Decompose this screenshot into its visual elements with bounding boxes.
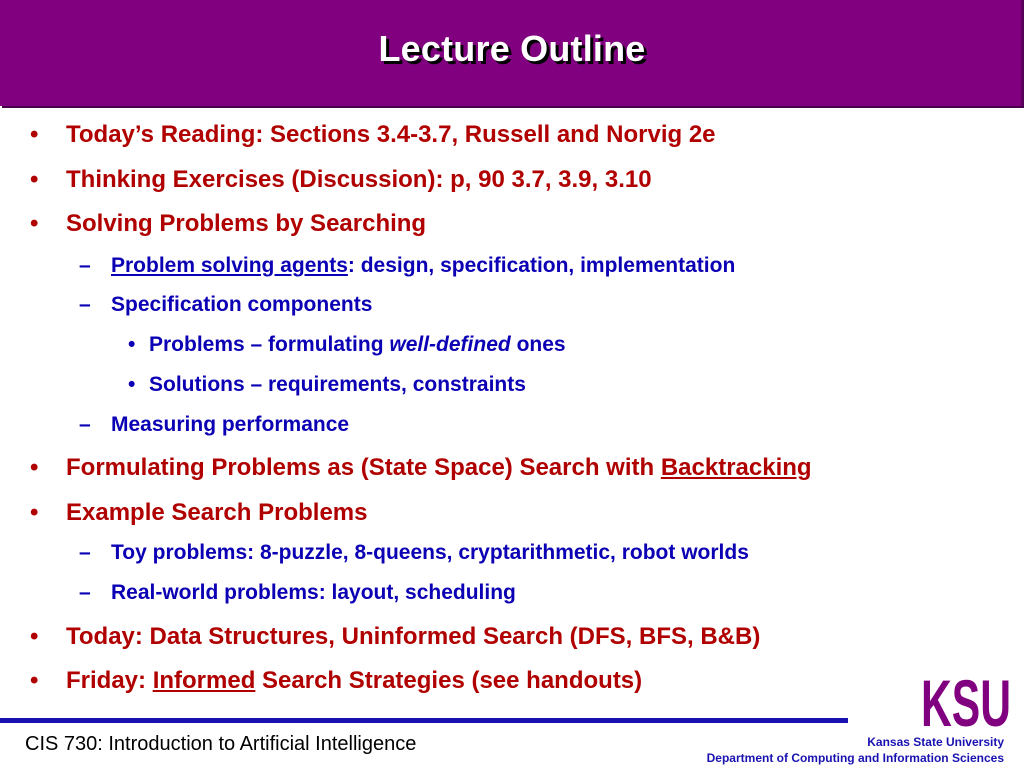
outline-subitem-specification (79, 293, 373, 317)
outline-item-friday (30, 667, 643, 695)
outline-item-today (30, 623, 761, 651)
outline-item-formulating (30, 454, 812, 482)
outline-subitem-text: Specification components (111, 293, 373, 316)
university-name: Kansas State University (867, 735, 1004, 749)
outline-item-text: Solving Problems by Searching (66, 210, 427, 237)
bullet-marker: • (30, 210, 39, 237)
outline-item-solving (30, 210, 427, 238)
slide-title: Lecture Outline (378, 28, 646, 69)
outline-item-text: Search Strategies (see handouts) (255, 667, 643, 694)
ksu-logo-text: KSU (921, 666, 1011, 734)
ksu-logo (918, 664, 1014, 734)
bullet-marker: • (30, 667, 39, 694)
footer-rule (0, 718, 848, 723)
outline-item-text: Example Search Problems (66, 499, 368, 526)
well-defined-emphasis: well-defined (389, 333, 511, 356)
outline-subitem-agents (79, 254, 736, 278)
outline-subsubitem-text: Solutions – requirements, constraints (149, 373, 526, 396)
outline-item-text: Today’s Reading: Sections 3.4-3.7, Russell and Norvig 2e (66, 121, 716, 148)
bullet-marker: • (30, 499, 39, 526)
bullet-marker: • (30, 454, 39, 481)
dash-marker: – (79, 541, 91, 564)
bullet-marker: • (30, 623, 39, 650)
dash-marker: – (79, 293, 91, 316)
course-title: CIS 730: Introduction to Artificial Intelligence (25, 733, 417, 755)
outline-subsubitem-text: ones (510, 333, 566, 356)
department-name: Department of Computing and Information Sciences (706, 751, 1004, 765)
outline-item-text: Formulating Problems as (State Space) Search with (66, 454, 661, 481)
informed-link[interactable]: Informed (152, 667, 256, 694)
bullet-marker: • (128, 373, 136, 396)
bullet-marker: • (30, 166, 39, 193)
outline-item-exercises (30, 166, 652, 194)
outline-subitem-text: Real-world problems: layout, scheduling (111, 581, 516, 604)
outline-item-examples (30, 499, 368, 527)
bullet-marker: • (30, 121, 39, 148)
outline-subsubitem-text: Problems – formulating (149, 333, 390, 356)
backtracking-link[interactable]: Backtracking (660, 454, 812, 481)
outline-subsubitem-solutions (128, 373, 526, 397)
outline-item-text: Friday: (66, 667, 153, 694)
dash-marker: – (79, 413, 91, 436)
outline-subitem-toy (79, 541, 749, 565)
problem-solving-agents-link[interactable]: Problem solving agents (111, 254, 348, 277)
outline-subitem-text: Measuring performance (111, 413, 350, 436)
bullet-marker: • (128, 333, 136, 356)
outline-subitem-realworld (79, 581, 516, 605)
outline-subitem-text: : design, specification, implementation (347, 254, 736, 277)
outline-item-text: Thinking Exercises (Discussion): p, 90 3.7, 3.9, 3.10 (66, 166, 652, 193)
dash-marker: – (79, 581, 91, 604)
outline-subsubitem-problems (128, 333, 566, 357)
dash-marker: – (79, 254, 91, 277)
outline-item-reading (30, 121, 716, 149)
outline-item-text: Today: Data Structures, Uninformed Search (DFS, BFS, B&B) (66, 623, 761, 650)
outline-subitem-performance (79, 413, 350, 437)
outline-subitem-text: Toy problems: 8-puzzle, 8-queens, cryptarithmetic, robot worlds (111, 541, 749, 564)
